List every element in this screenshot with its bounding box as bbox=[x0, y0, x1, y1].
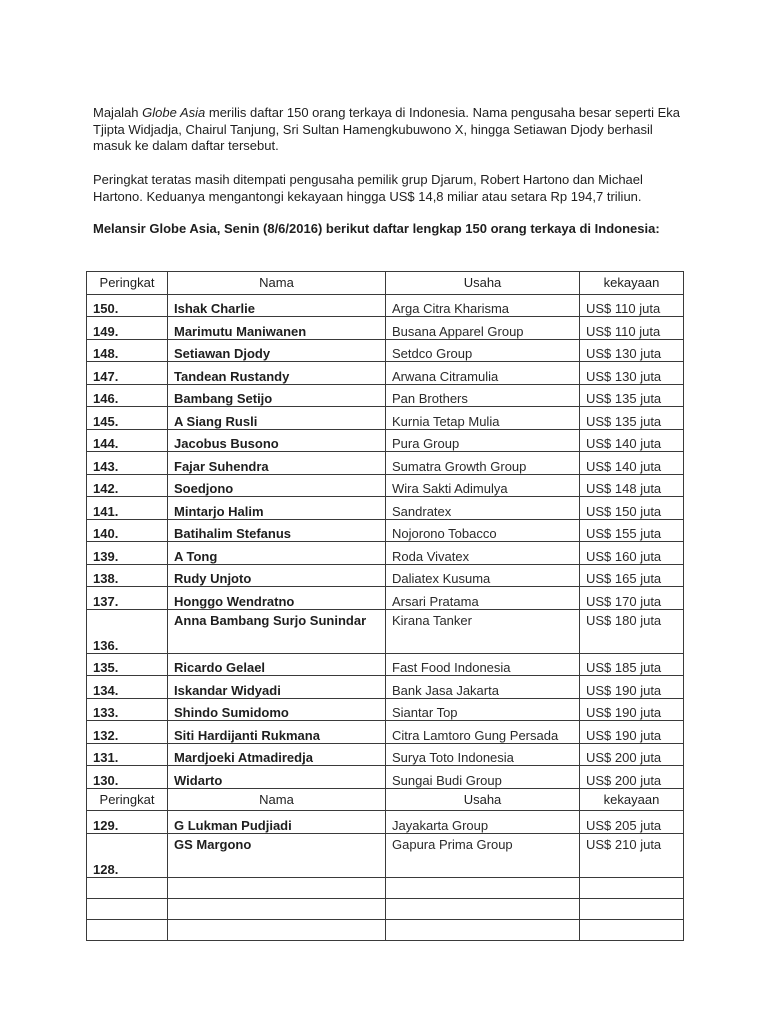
table-row bbox=[87, 833, 684, 877]
business-cell: Busana Apparel Group bbox=[386, 317, 580, 340]
rank-cell: 142. bbox=[87, 474, 168, 497]
name-cell: A Siang Rusli bbox=[168, 407, 386, 430]
wealth-cell: US$ 150 juta bbox=[580, 497, 684, 520]
column-header-rank: Peringkat bbox=[87, 272, 168, 295]
empty-cell bbox=[168, 898, 386, 919]
name-cell: Ricardo Gelael bbox=[168, 653, 386, 676]
wealth-cell: US$ 148 juta bbox=[580, 474, 684, 497]
empty-row bbox=[87, 877, 684, 898]
table-header-row bbox=[87, 272, 684, 295]
intro-paragraph-1 bbox=[93, 105, 683, 155]
rank-cell: 141. bbox=[87, 497, 168, 520]
table-row bbox=[87, 811, 684, 834]
rank-cell: 140. bbox=[87, 519, 168, 542]
empty-cell bbox=[87, 877, 168, 898]
empty-cell bbox=[580, 919, 684, 940]
table-row bbox=[87, 587, 684, 610]
rank-cell: 144. bbox=[87, 429, 168, 452]
business-cell: Nojorono Tobacco bbox=[386, 519, 580, 542]
table-row bbox=[87, 384, 684, 407]
wealth-cell: US$ 155 juta bbox=[580, 519, 684, 542]
business-cell: Arga Citra Kharisma bbox=[386, 294, 580, 317]
name-cell: Jacobus Busono bbox=[168, 429, 386, 452]
business-cell: Daliatex Kusuma bbox=[386, 564, 580, 587]
business-cell: Arwana Citramulia bbox=[386, 362, 580, 385]
wealth-cell: US$ 165 juta bbox=[580, 564, 684, 587]
wealth-cell: US$ 140 juta bbox=[580, 452, 684, 475]
name-cell: Fajar Suhendra bbox=[168, 452, 386, 475]
wealth-cell: US$ 200 juta bbox=[580, 743, 684, 766]
empty-cell bbox=[87, 919, 168, 940]
rank-cell: 138. bbox=[87, 564, 168, 587]
wealth-cell: US$ 180 juta bbox=[580, 609, 684, 653]
rank-cell: 135. bbox=[87, 653, 168, 676]
table-row bbox=[87, 609, 684, 653]
rank-cell: 129. bbox=[87, 811, 168, 834]
name-cell: Ishak Charlie bbox=[168, 294, 386, 317]
business-cell: Gapura Prima Group bbox=[386, 833, 580, 877]
empty-cell bbox=[168, 877, 386, 898]
name-cell: Rudy Unjoto bbox=[168, 564, 386, 587]
name-cell: Batihalim Stefanus bbox=[168, 519, 386, 542]
name-cell: Honggo Wendratno bbox=[168, 587, 386, 610]
intro-text-start: Majalah bbox=[93, 105, 143, 120]
name-cell: GS Margono bbox=[168, 833, 386, 877]
business-cell: Sandratex bbox=[386, 497, 580, 520]
business-cell: Jayakarta Group bbox=[386, 811, 580, 834]
rank-cell: 133. bbox=[87, 698, 168, 721]
wealth-cell: US$ 190 juta bbox=[580, 698, 684, 721]
empty-cell bbox=[87, 898, 168, 919]
wealth-cell: US$ 140 juta bbox=[580, 429, 684, 452]
empty-cell bbox=[386, 919, 580, 940]
name-cell: G Lukman Pudjiadi bbox=[168, 811, 386, 834]
column-header-wealth: kekayaan bbox=[580, 788, 684, 811]
wealth-cell: US$ 135 juta bbox=[580, 384, 684, 407]
table-row bbox=[87, 766, 684, 789]
business-cell: Pan Brothers bbox=[386, 384, 580, 407]
business-cell: Setdco Group bbox=[386, 339, 580, 362]
wealth-cell: US$ 130 juta bbox=[580, 339, 684, 362]
empty-cell bbox=[386, 877, 580, 898]
table-row bbox=[87, 721, 684, 744]
column-header-business: Usaha bbox=[386, 788, 580, 811]
rank-cell: 139. bbox=[87, 542, 168, 565]
business-cell: Arsari Pratama bbox=[386, 587, 580, 610]
table-row bbox=[87, 497, 684, 520]
empty-cell bbox=[580, 877, 684, 898]
rank-cell: 149. bbox=[87, 317, 168, 340]
rank-cell: 148. bbox=[87, 339, 168, 362]
table-row bbox=[87, 294, 684, 317]
name-cell: Mintarjo Halim bbox=[168, 497, 386, 520]
wealth-cell: US$ 190 juta bbox=[580, 721, 684, 744]
business-cell: Roda Vivatex bbox=[386, 542, 580, 565]
name-cell: A Tong bbox=[168, 542, 386, 565]
wealth-cell: US$ 130 juta bbox=[580, 362, 684, 385]
table-row bbox=[87, 519, 684, 542]
name-cell: Iskandar Widyadi bbox=[168, 676, 386, 699]
business-cell: Fast Food Indonesia bbox=[386, 653, 580, 676]
table-row bbox=[87, 339, 684, 362]
column-header-name: Nama bbox=[168, 272, 386, 295]
business-cell: Wira Sakti Adimulya bbox=[386, 474, 580, 497]
table-row bbox=[87, 698, 684, 721]
wealth-cell: US$ 200 juta bbox=[580, 766, 684, 789]
name-cell: Setiawan Djody bbox=[168, 339, 386, 362]
table-header-row bbox=[87, 788, 684, 811]
name-cell: Mardjoeki Atmadiredja bbox=[168, 743, 386, 766]
business-cell: Siantar Top bbox=[386, 698, 580, 721]
rank-cell: 131. bbox=[87, 743, 168, 766]
table-row bbox=[87, 452, 684, 475]
column-header-business: Usaha bbox=[386, 272, 580, 295]
table-row bbox=[87, 743, 684, 766]
rank-cell: 130. bbox=[87, 766, 168, 789]
intro-text-rest: merilis daftar 150 orang terkaya di Indonesia. Nama pengusaha besar seperti Eka Tjipta Widjadja, Chairul Tanjung, Sri Sultan Hamengkubuwono X, hingga Setiawan Djody berhasil masuk ke dalam daftar tersebut. bbox=[93, 105, 681, 153]
wealth-cell: US$ 110 juta bbox=[580, 317, 684, 340]
business-cell: Citra Lamtoro Gung Persada bbox=[386, 721, 580, 744]
wealth-cell: US$ 170 juta bbox=[580, 587, 684, 610]
table-row bbox=[87, 317, 684, 340]
column-header-name: Nama bbox=[168, 788, 386, 811]
name-cell: Shindo Sumidomo bbox=[168, 698, 386, 721]
wealth-cell: US$ 135 juta bbox=[580, 407, 684, 430]
empty-row bbox=[87, 898, 684, 919]
business-cell: Kurnia Tetap Mulia bbox=[386, 407, 580, 430]
rank-cell: 134. bbox=[87, 676, 168, 699]
business-cell: Surya Toto Indonesia bbox=[386, 743, 580, 766]
table-row bbox=[87, 362, 684, 385]
empty-cell bbox=[386, 898, 580, 919]
business-cell: Sungai Budi Group bbox=[386, 766, 580, 789]
intro-paragraph-3: Melansir Globe Asia, Senin (8/6/2016) berikut daftar lengkap 150 orang terkaya di Indonesia: bbox=[93, 221, 660, 236]
table-row bbox=[87, 429, 684, 452]
table-body bbox=[87, 272, 684, 941]
wealth-cell: US$ 110 juta bbox=[580, 294, 684, 317]
empty-cell bbox=[580, 898, 684, 919]
business-cell: Kirana Tanker bbox=[386, 609, 580, 653]
wealth-cell: US$ 160 juta bbox=[580, 542, 684, 565]
business-cell: Pura Group bbox=[386, 429, 580, 452]
rank-cell: 150. bbox=[87, 294, 168, 317]
empty-row bbox=[87, 919, 684, 940]
wealth-cell: US$ 210 juta bbox=[580, 833, 684, 877]
rank-cell: 143. bbox=[87, 452, 168, 475]
rank-cell: 136. bbox=[87, 609, 168, 653]
table-row bbox=[87, 676, 684, 699]
intro-paragraph-2: Peringkat teratas masih ditempati pengusaha pemilik grup Djarum, Robert Hartono dan Michael Hartono. Keduanya mengantongi kekayaan hingga US$ 14,8 miliar atau setara Rp 194,7 triliun. bbox=[93, 172, 643, 204]
table-row bbox=[87, 653, 684, 676]
business-cell: Bank Jasa Jakarta bbox=[386, 676, 580, 699]
table-row bbox=[87, 474, 684, 497]
name-cell: Bambang Setijo bbox=[168, 384, 386, 407]
table-row bbox=[87, 564, 684, 587]
rank-cell: 128. bbox=[87, 833, 168, 877]
wealth-cell: US$ 185 juta bbox=[580, 653, 684, 676]
name-cell: Widarto bbox=[168, 766, 386, 789]
column-header-wealth: kekayaan bbox=[580, 272, 684, 295]
business-cell: Sumatra Growth Group bbox=[386, 452, 580, 475]
wealth-ranking-table bbox=[86, 271, 684, 941]
rank-cell: 137. bbox=[87, 587, 168, 610]
name-cell: Siti Hardijanti Rukmana bbox=[168, 721, 386, 744]
wealth-cell: US$ 205 juta bbox=[580, 811, 684, 834]
empty-cell bbox=[168, 919, 386, 940]
rank-cell: 146. bbox=[87, 384, 168, 407]
table-row bbox=[87, 407, 684, 430]
name-cell: Anna Bambang Surjo Sunindar bbox=[168, 609, 386, 653]
name-cell: Marimutu Maniwanen bbox=[168, 317, 386, 340]
rank-cell: 145. bbox=[87, 407, 168, 430]
rank-cell: 132. bbox=[87, 721, 168, 744]
name-cell: Tandean Rustandy bbox=[168, 362, 386, 385]
name-cell: Soedjono bbox=[168, 474, 386, 497]
rank-cell: 147. bbox=[87, 362, 168, 385]
table-row bbox=[87, 542, 684, 565]
column-header-rank: Peringkat bbox=[87, 788, 168, 811]
magazine-name: Globe Asia bbox=[142, 105, 206, 120]
wealth-cell: US$ 190 juta bbox=[580, 676, 684, 699]
